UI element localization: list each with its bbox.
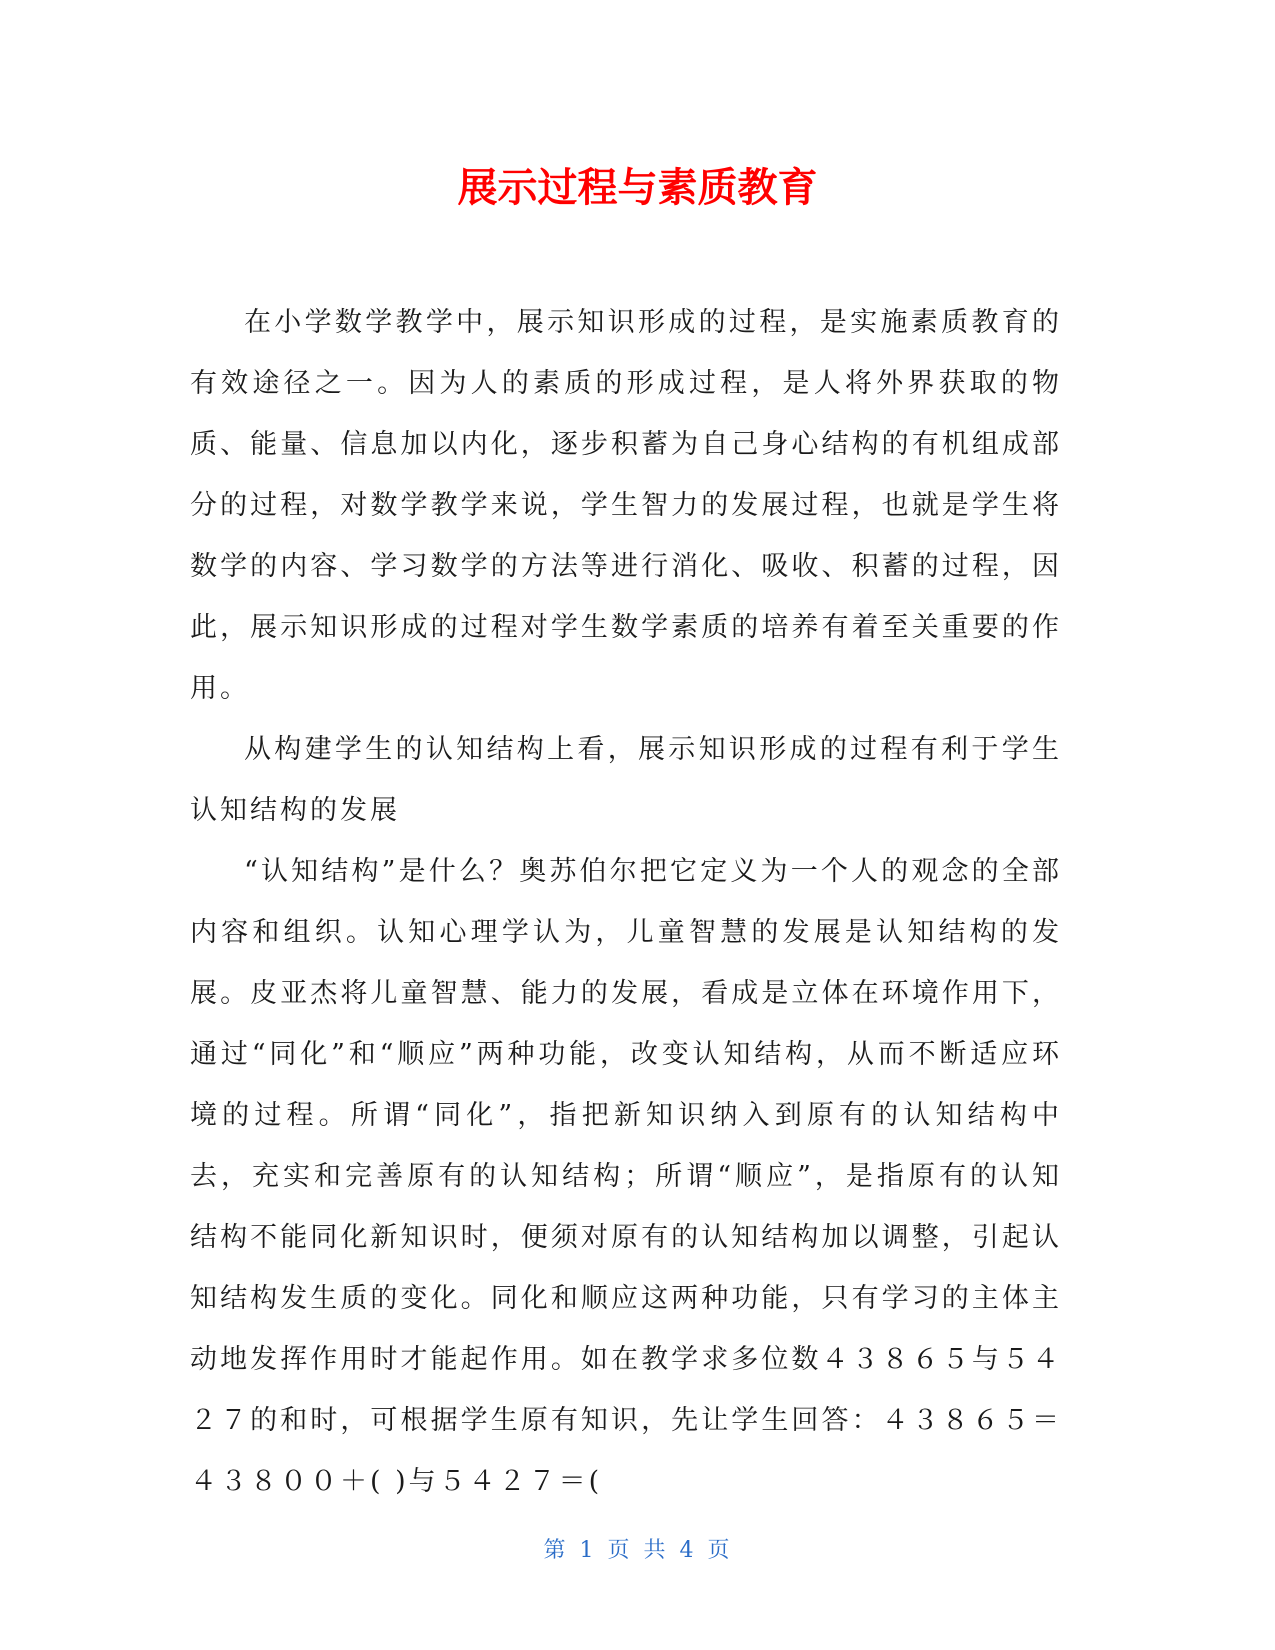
footer-total-prefix: 共	[643, 1538, 668, 1563]
footer-suffix: 页	[707, 1538, 732, 1563]
document-body	[190, 292, 1062, 1512]
footer-prefix: 第	[543, 1538, 568, 1563]
footer-total-pages: 4	[679, 1538, 696, 1563]
footer-page-word: 页	[607, 1538, 632, 1563]
document-title: 展示过程与素质教育	[457, 165, 818, 211]
page-footer	[0, 1536, 1275, 1566]
paragraph-intro: 在小学数学教学中，展示知识形成的过程，是实施素质教育的有效途径之一。因为人的素质的形成过程，是人将外界获取的物质、能量、信息加以内化，逐步积蓄为自己身心结构的有机组成部分的过程，对数学教学来说，学生智力的发展过程，也就是学生将数学的内容、学习数学的方法等进行消化、吸收、积蓄的过程，因此，展示知识形成的过程对学生数学素质的培养有着至关重要的作用。	[190, 307, 1062, 704]
footer-current-page: 1	[579, 1538, 596, 1563]
paragraph-section-heading: 从构建学生的认知结构上看，展示知识形成的过程有利于学生认知结构的发展	[190, 734, 1062, 826]
paragraph-cognitive-structure: “认知结构”是什么？奥苏伯尔把它定义为一个人的观念的全部内容和组织。认知心理学认为，儿童智慧的发展是认知结构的发展。皮亚杰将儿童智慧、能力的发展，看成是立体在环境作用下，通过“同化”和“顺应”两种功能，改变认知结构，从而不断适应环境的过程。所谓“同化”，指把新知识纳入到原有的认知结构中去，充实和完善原有的认知结构；所谓“顺应”，是指原有的认知结构不能同化新知识时，便须对原有的认知结构加以调整，引起认知结构发生质的变化。同化和顺应这两种功能，只有学习的主体主动地发挥作用时才能起作用。如在教学求多位数４３８６５与５４２７的和时，可根据学生原有知识，先让学生回答：４３８６５＝４３８００＋( )与５４２７＝(	[190, 856, 1062, 1497]
